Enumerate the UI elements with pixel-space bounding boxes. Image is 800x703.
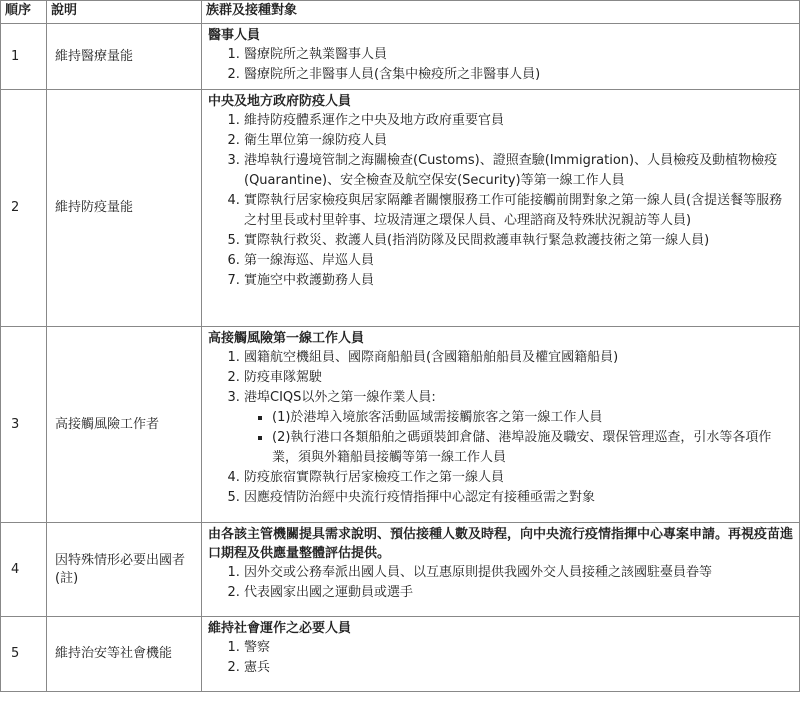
row-description: 維持治安等社會機能 (47, 617, 202, 692)
list-item (244, 388, 795, 468)
list-item: 5. 實際執行救災、救護人員(指消防隊及民間救護車執行緊急救護技術之第一線人員) (244, 231, 795, 251)
group-category: 高接觸風險第一線工作人員 (208, 331, 365, 346)
list-item: 2. 代表國家出國之運動員或選手 (244, 583, 795, 603)
row-groups (202, 523, 800, 617)
list-item: 2. 衛生單位第一線防疫人員 (244, 131, 795, 151)
group-list (208, 638, 795, 678)
list-item: 7. 實施空中救護勤務人員 (244, 271, 795, 291)
table-row (1, 327, 800, 523)
table-row (1, 90, 800, 327)
header-desc: 說明 (47, 1, 202, 24)
list-item: 5. 因應疫情防治經中央流行疫情指揮中心認定有接種亟需之對象 (244, 488, 795, 508)
row-description: 高接觸風險工作者 (47, 327, 202, 523)
table-row (1, 523, 800, 617)
header-row (1, 1, 800, 24)
list-item: 1. 國籍航空機組員、國際商船船員(含國籍船舶船員及權宜國籍船員) (244, 348, 795, 368)
sub-list-item: ▪ (2)執行港口各類船舶之碼頭裝卸倉儲、港埠設施及職安、環保管理巡查，引水等各項作業，須與外籍船員接觸等第一線工作人員 (272, 428, 795, 468)
list-item-label: 港埠CIQS以外之第一線作業人員: (244, 390, 436, 405)
list-item: 3. 港埠執行邊境管制之海關檢查(Customs)、證照查驗(Immigration)、人員檢疫及動植物檢疫(Quarantine)、安全檢查及航空保安(Security)等第一線工作人員 (244, 151, 795, 191)
sub-list-item: ▪ (1)於港埠入境旅客活動區域需接觸旅客之第一線工作人員 (272, 408, 795, 428)
group-category: 由各該主管機關提具需求說明、預估接種人數及時程，向中央流行疫情指揮中心專案申請。再視疫苗進口期程及供應量整體評估提供。 (208, 527, 794, 561)
row-groups (202, 617, 800, 692)
row-groups (202, 24, 800, 90)
list-item: 2. 憲兵 (244, 658, 795, 678)
list-item: 1. 警察 (244, 638, 795, 658)
sub-list (244, 408, 795, 468)
row-groups (202, 327, 800, 523)
group-category: 中央及地方政府防疫人員 (208, 94, 352, 109)
list-item: 1. 醫療院所之執業醫事人員 (244, 45, 795, 65)
list-item: 6. 第一線海巡、岸巡人員 (244, 251, 795, 271)
row-order: 4 (1, 523, 47, 617)
row-order: 2 (1, 90, 47, 327)
header-order: 順序 (1, 1, 47, 24)
list-item: 4. 實際執行居家檢疫與居家隔離者關懷服務工作可能接觸前開對象之第一線人員(含提送餐等服務之村里長或村里幹事、垃圾清運之環保人員、心理諮商及特殊狀況親訪等人員) (244, 191, 795, 231)
group-category: 維持社會運作之必要人員 (208, 621, 352, 636)
list-item: 1. 維持防疫體系運作之中央及地方政府重要官員 (244, 111, 795, 131)
group-list (208, 563, 795, 603)
header-groups: 族群及接種對象 (202, 1, 800, 24)
row-description: 維持防疫量能 (47, 90, 202, 327)
list-item: 2. 防疫車隊駕駛 (244, 368, 795, 388)
row-order: 1 (1, 24, 47, 90)
group-category: 醫事人員 (208, 28, 261, 43)
row-order: 3 (1, 327, 47, 523)
list-item: 1. 因外交或公務奉派出國人員、以互惠原則提供我國外交人員接種之該國駐臺員眷等 (244, 563, 795, 583)
group-list (208, 348, 795, 508)
group-list (208, 111, 795, 291)
list-item: 2. 醫療院所之非醫事人員(含集中檢疫所之非醫事人員) (244, 65, 795, 85)
row-description: 維持醫療量能 (47, 24, 202, 90)
group-list (208, 45, 795, 85)
row-order: 5 (1, 617, 47, 692)
table-row (1, 617, 800, 692)
list-item: 4. 防疫旅宿實際執行居家檢疫工作之第一線人員 (244, 468, 795, 488)
table-row (1, 24, 800, 90)
row-description: 因特殊情形必要出國者(註) (47, 523, 202, 617)
row-groups (202, 90, 800, 327)
